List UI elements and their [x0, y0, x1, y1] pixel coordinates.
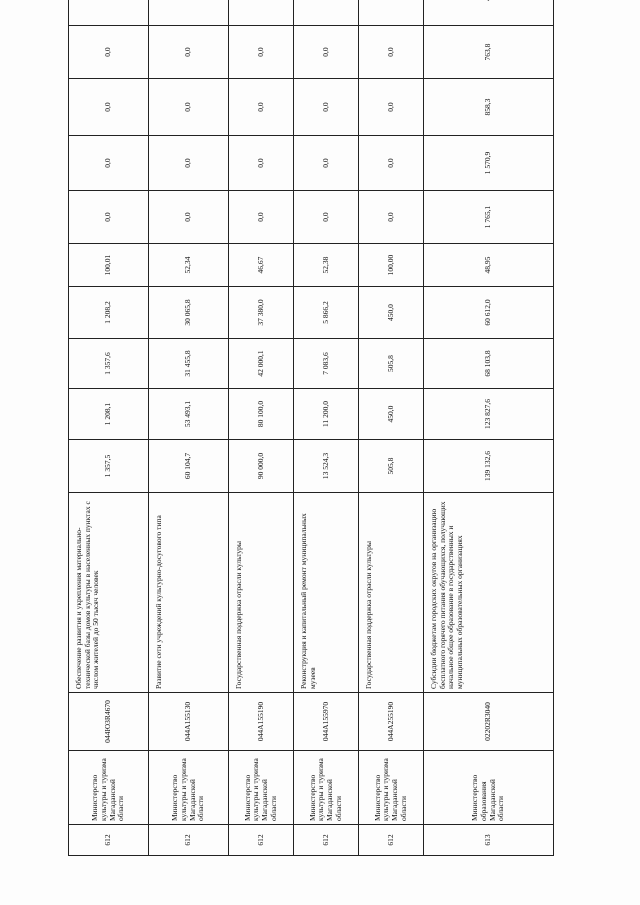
value-cell: 68 103,8: [424, 339, 554, 389]
rotated-table-container: [68, 43, 553, 856]
grbs-code-cell: 612: [69, 825, 149, 856]
value-cell: 0,0: [69, 26, 149, 79]
grbs-code-cell: 612: [149, 825, 229, 856]
value-cell: 37 380,0: [229, 287, 294, 339]
percent-cell: 46,67: [229, 244, 294, 287]
value-cell: 5 866,2: [294, 287, 359, 339]
ministry-cell: Министерство культуры и туризма Магаданской области: [359, 751, 424, 825]
grbs-code-cell: 613: [424, 825, 554, 856]
value-cell: 1 357,5: [69, 440, 149, 493]
expenditure-name-cell: Развитие сети учреждений культурно-досугового типа: [149, 493, 229, 693]
value-cell: 139 132,6: [424, 440, 554, 493]
value-cell: 0,0: [294, 79, 359, 136]
value-cell: 1 570,9: [424, 136, 554, 191]
percent-cell: 100,01: [69, 244, 149, 287]
value-cell: 31 455,8: [149, 339, 229, 389]
percent-cell: [424, 0, 554, 26]
value-cell: 80 100,0: [229, 389, 294, 440]
value-cell: 0,0: [359, 79, 424, 136]
value-cell: 13 524,3: [294, 440, 359, 493]
table-row: [359, 0, 424, 856]
value-cell: 0,0: [294, 191, 359, 244]
table-row: [229, 0, 294, 856]
value-cell: 42 000,1: [229, 339, 294, 389]
value-cell: 0,0: [69, 136, 149, 191]
value-cell: 60 612,0: [424, 287, 554, 339]
percent-cell: [294, 0, 359, 26]
table-row: [69, 0, 149, 856]
value-cell: 0,0: [294, 136, 359, 191]
value-cell: 0,0: [149, 136, 229, 191]
value-cell: 0,0: [69, 79, 149, 136]
expenditure-name-cell: Реконструкция и капитальный ремонт муниципальных музеев: [294, 493, 359, 693]
value-cell: 0,0: [359, 136, 424, 191]
percent-cell: 52,38: [294, 244, 359, 287]
ministry-cell: Министерство образования Магаданской области: [424, 751, 554, 825]
percent-cell: 100,00: [359, 244, 424, 287]
value-cell: 763,8: [424, 26, 554, 79]
expenditure-name-cell: Обеспечение развития и укрепления материально-технической базы домов культуры в населенных пунктах с числом жителей до 50 тысяч человек: [69, 493, 149, 693]
percent-cell: [149, 0, 229, 26]
value-cell: 1 208,1: [69, 389, 149, 440]
value-cell: 0,0: [359, 26, 424, 79]
ministry-cell: Министерство культуры и туризма Магаданской области: [149, 751, 229, 825]
kbk-code-cell: 02202R3040: [424, 693, 554, 751]
value-cell: 450,0: [359, 389, 424, 440]
value-cell: 0,0: [229, 191, 294, 244]
table-row: [294, 0, 359, 856]
value-cell: 0,0: [359, 191, 424, 244]
value-cell: 123 827,6: [424, 389, 554, 440]
kbk-code-cell: 044А155130: [149, 693, 229, 751]
ministry-cell: Министерство культуры и туризма Магаданской области: [69, 751, 149, 825]
percent-cell: 52,34: [149, 244, 229, 287]
value-cell: 60 104,7: [149, 440, 229, 493]
value-cell: 505,8: [359, 440, 424, 493]
kbk-code-cell: 044А255190: [359, 693, 424, 751]
ministry-cell: Министерство культуры и туризма Магаданской области: [294, 751, 359, 825]
expenditure-name-cell: Субсидии бюджетам городских округов на организацию бесплатного горячего питания обучающихся, получающих начальное общее образование в государственных и муниципальных образовательных организациях: [424, 493, 554, 693]
table-row: [149, 0, 229, 856]
percent-cell: [69, 0, 149, 26]
kbk-code-cell: 044А155970: [294, 693, 359, 751]
value-cell: 7 083,6: [294, 339, 359, 389]
grbs-code-cell: 612: [229, 825, 294, 856]
value-cell: 0,0: [294, 26, 359, 79]
grbs-code-cell: 612: [359, 825, 424, 856]
value-cell: 858,3: [424, 79, 554, 136]
value-cell: 505,8: [359, 339, 424, 389]
value-cell: 0,0: [229, 79, 294, 136]
value-cell: 53 493,1: [149, 389, 229, 440]
value-cell: 1 357,6: [69, 339, 149, 389]
expenditure-name-cell: Государственная поддержка отрасли культуры: [229, 493, 294, 693]
value-cell: 1 208,2: [69, 287, 149, 339]
value-cell: 0,0: [149, 79, 229, 136]
ministry-cell: Министерство культуры и туризма Магаданской области: [229, 751, 294, 825]
value-cell: 0,0: [149, 26, 229, 79]
value-cell: 1 765,1: [424, 191, 554, 244]
percent-cell: [229, 0, 294, 26]
expenditure-name-cell: Государственная поддержка отрасли культуры: [359, 493, 424, 693]
value-cell: 0,0: [149, 191, 229, 244]
budget-table: [68, 0, 554, 856]
value-cell: 450,0: [359, 287, 424, 339]
value-cell: 11 200,0: [294, 389, 359, 440]
value-cell: 30 065,8: [149, 287, 229, 339]
kbk-code-cell: 044А155190: [229, 693, 294, 751]
value-cell: 0,0: [229, 26, 294, 79]
table-row: [424, 0, 554, 856]
value-cell: 90 000,0: [229, 440, 294, 493]
grbs-code-cell: 612: [294, 825, 359, 856]
percent-cell: 48,95: [424, 244, 554, 287]
kbk-code-cell: 044Ю3R4670: [69, 693, 149, 751]
value-cell: 0,0: [69, 191, 149, 244]
value-cell: 0,0: [229, 136, 294, 191]
percent-cell: [359, 0, 424, 26]
